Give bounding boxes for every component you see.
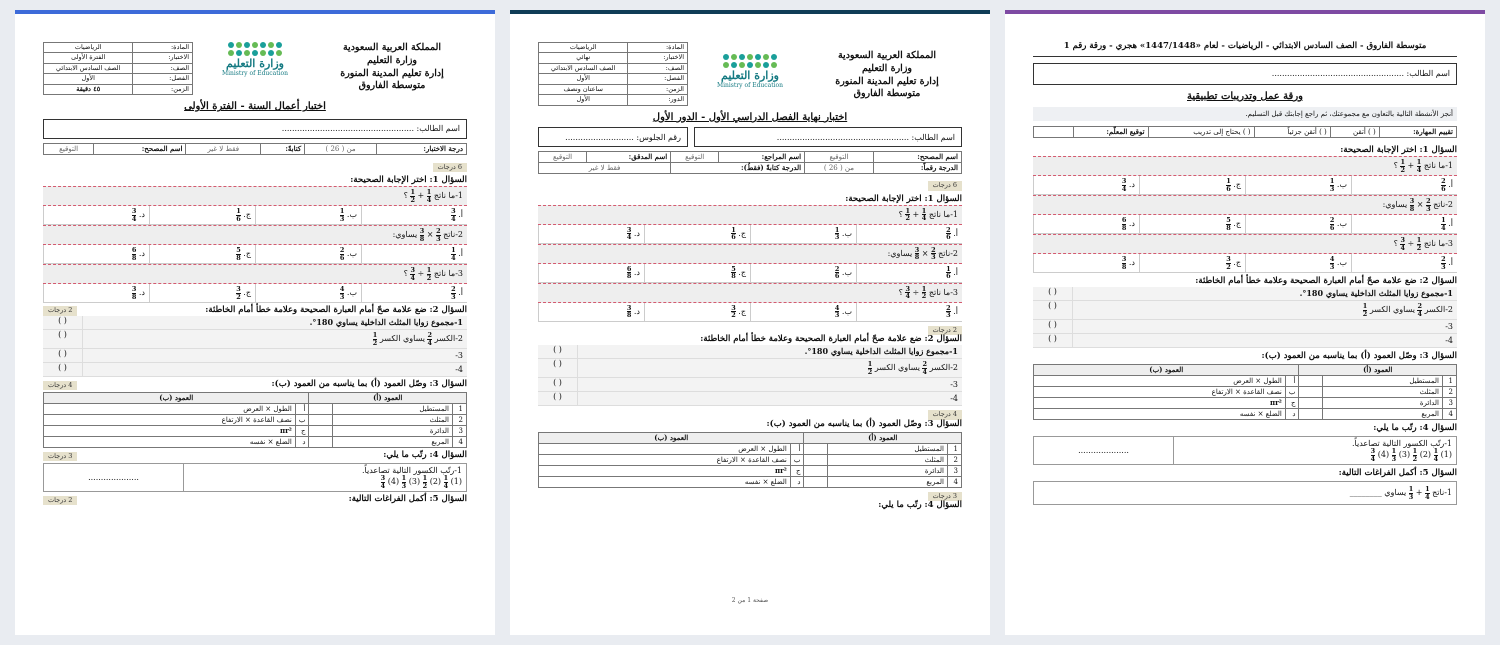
option-d[interactable]: د. $\frac{6}{8}$ <box>1033 215 1139 233</box>
worksheet-title: ورقة عمل وتدريبات تطبيقية <box>1187 90 1303 102</box>
answer-box[interactable]: ( ) <box>43 316 83 329</box>
tf-row: 1-مجموع زوايا المثلث الداخلية يساوي 180°. ( ) <box>1033 287 1457 301</box>
order-answer[interactable]: .................... <box>1034 437 1174 464</box>
question-heading: السؤال 2: ضع علامة صحّ أمام العبارة الصحيحة وعلامة خطأ أمام الخاطئة: <box>205 305 467 316</box>
page-accent-bar <box>15 10 495 14</box>
logo-dots-icon <box>195 42 315 56</box>
option-a[interactable]: أ. $\frac{1}{4}$ <box>361 245 467 263</box>
skill-eval-table: تقييم المهارة: ( ) أتقن ( ) أتقن جزئياً ( ) يحتاج إلى تدريب توقيع المعلّم: <box>1033 126 1457 138</box>
option-b[interactable]: ب. $\frac{2}{6}$ <box>750 264 856 282</box>
instructions: أنجز الأنشطة التالية بالتعاون مع مجموعتك، ثم راجع إجابتك قبل التسليم. <box>1033 107 1457 121</box>
mcq-question: 3-ما ناتج $\frac{1}{2}$ ÷ $\frac{3}{4}$ ؟ <box>1033 234 1457 254</box>
worksheet-page <box>1005 10 1485 635</box>
question-heading: السؤال 4: رتّب ما يلي: <box>878 500 962 511</box>
option-d[interactable]: د. $\frac{3}{4}$ <box>1033 176 1139 194</box>
seat-number-field[interactable]: رقم الجلوس: ........................... <box>538 127 688 147</box>
order-answer[interactable]: .................... <box>44 464 184 491</box>
eval-option[interactable]: ( ) أتقن جزئياً <box>1254 127 1330 138</box>
answer-box[interactable]: ( ) <box>538 345 578 358</box>
question-heading: السؤال 3: وصّل العمود (أ) بما يناسبه من العمود (ب): <box>1261 351 1457 362</box>
header-line: المملكة العربية السعودية <box>342 42 442 53</box>
option-c[interactable]: ج. $\frac{5}{8}$ <box>644 264 750 282</box>
option-d[interactable]: د. $\frac{3}{8}$ <box>1033 254 1139 272</box>
mcq-options <box>1033 176 1457 195</box>
option-c[interactable]: ج. $\frac{3}{2}$ <box>644 303 750 321</box>
answer-box[interactable]: ( ) <box>1033 301 1073 319</box>
exam-page-1 <box>15 10 495 635</box>
marks-badge: 6 درجات <box>928 181 962 190</box>
tf-row: 1-مجموع زوايا المثلث الداخلية يساوي 180°. ( ) <box>43 316 467 330</box>
mcq-question: 1-ما ناتج $\frac{1}{4}$ + $\frac{1}{2}$ ؟ <box>538 205 962 225</box>
tf-row: 1-مجموع زوايا المثلث الداخلية يساوي 180°. ( ) <box>538 345 962 359</box>
question-heading: السؤال 4: رتّب ما يلي: <box>383 450 467 461</box>
option-c[interactable]: ج. $\frac{1}{6}$ <box>644 225 750 243</box>
matching-table: العمود (أ) العمود (ب) 1 المستطيل أ الطول × العرض 2 المثلث ب نصف القاعدة × الارتفاع 3 الدائرة ج πr² 4 المربع د الضلع × نفسه <box>1033 364 1457 420</box>
answer-box[interactable]: ( ) <box>1033 287 1073 300</box>
option-a[interactable]: أ. $\frac{1}{4}$ <box>1351 215 1457 233</box>
option-d[interactable]: د. $\frac{3}{8}$ <box>43 284 149 302</box>
mcq-question: 1-ما ناتج $\frac{1}{4}$ + $\frac{1}{2}$ ؟ <box>43 186 467 206</box>
question-heading: السؤال 4: رتّب ما يلي: <box>1373 423 1457 434</box>
student-name-field[interactable]: اسم الطالب: .................................................... <box>43 119 467 139</box>
option-d[interactable]: د. $\frac{3}{4}$ <box>538 225 644 243</box>
tf-row: 4- ( ) <box>1033 334 1457 348</box>
marks-badge: 4 درجات <box>928 410 962 419</box>
marks-badge: 3 درجات <box>928 492 962 501</box>
option-c[interactable]: ج. $\frac{1}{6}$ <box>149 206 255 224</box>
student-name-field[interactable]: اسم الطالب: .................................................... <box>694 127 962 147</box>
option-b[interactable]: ب. $\frac{1}{3}$ <box>255 206 361 224</box>
option-a[interactable]: أ. $\frac{2}{3}$ <box>1351 254 1457 272</box>
question-heading: السؤال 5: أكمل الفراغات التالية: <box>348 494 467 505</box>
worksheet-header: متوسطة الفاروق - الصف السادس الابتدائي - الرياضيات - لعام «1447/1448» هجري - ورقة رقم 1 <box>1033 42 1457 57</box>
mcq-question: 2-ناتج $\frac{2}{3}$ × $\frac{3}{8}$ يساوي: <box>43 225 467 245</box>
tf-row: 4- ( ) <box>43 363 467 377</box>
marks-badge: 2 درجات <box>928 326 962 335</box>
page-number: صفحة 1 من 2 <box>731 597 769 605</box>
grade-table: درجة الاختبار: من ( 26 ) كتابةً: فقط لا غير اسم المصحح: التوقيع <box>43 143 467 155</box>
option-b[interactable]: ب. $\frac{1}{3}$ <box>750 225 856 243</box>
option-c[interactable]: ج. $\frac{3}{2}$ <box>149 284 255 302</box>
answer-box[interactable]: ( ) <box>1033 320 1073 333</box>
school-header: المملكة العربية السعودية وزارة التعليم إدارة تعليم المدينة المنورة متوسطة الفاروق <box>835 50 939 100</box>
option-c[interactable]: ج. $\frac{1}{6}$ <box>1139 176 1245 194</box>
fill-blank-row[interactable]: 1-ناتج $\frac{1}{4}$ + $\frac{1}{3}$ يساوي ________ <box>1033 481 1457 505</box>
eval-option[interactable]: ( ) يحتاج إلى تدريب <box>1148 127 1254 138</box>
exam-title: اختبار نهاية الفصل الدراسي الأول - الدور الأول <box>652 111 848 123</box>
logo-arabic: وزارة التعليم <box>226 57 284 70</box>
order-box: 1-رتّب الكسور التالية تصاعدياً. (1) $\frac{1}{4}$ (2) $\frac{1}{2}$ (3) $\frac{1}{3}$ (4) $\frac{3}{4}$ .................... <box>1033 436 1457 465</box>
question-heading: السؤال 1: اختر الإجابة الصحيحة: <box>845 193 962 204</box>
exam-info-table: المادة: الرياضيات الاختبار: نهائي الصف: الصف السادس الابتدائي الفصل: الأول الزمن: ساعتان ونصف الدور: الأول <box>538 42 688 106</box>
option-b[interactable]: ب. $\frac{2}{6}$ <box>255 245 361 263</box>
question-heading: السؤال 2: ضع علامة صحّ أمام العبارة الصحيحة وعلامة خطأ أمام الخاطئة: <box>700 334 962 345</box>
student-name-field[interactable]: اسم الطالب: .................................................... <box>1033 63 1457 85</box>
mcq-options <box>43 206 467 225</box>
page-accent-bar <box>1005 10 1485 14</box>
option-c[interactable]: ج. $\frac{3}{2}$ <box>1139 254 1245 272</box>
option-a[interactable]: أ. $\frac{2}{3}$ <box>361 284 467 302</box>
order-box: 1-رتّب الكسور التالية تصاعدياً. (1) $\frac{1}{4}$ (2) $\frac{1}{2}$ (3) $\frac{1}{3}$ (4) $\frac{3}{4}$ .................... <box>43 463 467 492</box>
option-c[interactable]: ج. $\frac{5}{8}$ <box>149 245 255 263</box>
answer-box[interactable]: ( ) <box>43 349 83 362</box>
mcq-options <box>1033 215 1457 234</box>
question-heading: السؤال 1: اختر الإجابة الصحيحة: <box>1340 145 1457 156</box>
grade-table: اسم المصحح: التوقيع اسم المراجع: التوقيع اسم المدقق: التوقيع الدرجة رقماً: من ( 26 ) الدرجة كتابةً (فقطُ): فقط لا غير <box>538 151 962 174</box>
option-a[interactable]: أ. $\frac{1}{6}$ <box>856 264 962 282</box>
tf-row: 2-الكسر $\frac{2}{4}$ يساوي الكسر $\frac{1}{2}$ ( ) <box>538 359 962 378</box>
option-d[interactable]: د. $\frac{6}{8}$ <box>538 264 644 282</box>
answer-box[interactable]: ( ) <box>538 378 578 391</box>
option-d[interactable]: د. $\frac{6}{8}$ <box>43 245 149 263</box>
option-a[interactable]: أ. $\frac{2}{6}$ <box>1351 176 1457 194</box>
option-a[interactable]: أ. $\frac{2}{6}$ <box>856 225 962 243</box>
mcq-question: 2-ناتج $\frac{2}{3}$ × $\frac{3}{8}$ يساوي: <box>538 244 962 264</box>
question-heading: السؤال 2: ضع علامة صحّ أمام العبارة الصحيحة وعلامة خطأ أمام الخاطئة: <box>1195 276 1457 287</box>
option-b[interactable]: ب. $\frac{4}{3}$ <box>750 303 856 321</box>
marks-badge: 3 درجات <box>43 452 77 461</box>
mcq-question: 2-ناتج $\frac{2}{3}$ × $\frac{3}{8}$ يساوي: <box>1033 195 1457 215</box>
header-line: متوسطة الفاروق <box>358 80 426 92</box>
question-heading: السؤال 3: وصّل العمود (أ) بما يناسبه من العمود (ب): <box>271 379 467 390</box>
ministry-logo <box>195 42 315 78</box>
exam-page-2 <box>510 10 990 635</box>
exam-title: اختبار أعمال السنة - الفترة الأولى <box>184 101 326 113</box>
marks-badge: 2 درجات <box>43 496 77 505</box>
header-line: إدارة تعليم المدينة المنورة <box>340 67 444 79</box>
marks-badge: 4 درجات <box>43 381 77 390</box>
answer-box[interactable]: ( ) <box>43 363 83 376</box>
mcq-options <box>538 303 962 322</box>
answer-box[interactable]: ( ) <box>1033 334 1073 347</box>
option-b[interactable]: ب. $\frac{4}{3}$ <box>1245 254 1351 272</box>
logo-dots-icon <box>690 54 810 68</box>
mcq-options <box>538 264 962 283</box>
exam-info-table: المادة: الرياضيات الاختبار: الفترة الأولى الصف: الصف السادس الابتدائي الفصل: الأول الزمن: ٤٥ دقيقة <box>43 42 193 95</box>
option-d[interactable]: د. $\frac{3}{8}$ <box>538 303 644 321</box>
page-accent-bar <box>510 10 990 14</box>
mcq-question: 3-ما ناتج $\frac{1}{2}$ ÷ $\frac{3}{4}$ ؟ <box>43 264 467 284</box>
question-heading: السؤال 3: وصّل العمود (أ) بما يناسبه من العمود (ب): <box>766 418 962 429</box>
answer-box[interactable]: ( ) <box>538 359 578 377</box>
ministry-logo: وزارة التعليم Ministry of Education <box>690 54 810 90</box>
mcq-question: 3-ما ناتج $\frac{1}{2}$ ÷ $\frac{3}{4}$ ؟ <box>538 283 962 303</box>
tf-row: 2-الكسر $\frac{2}{4}$ يساوي الكسر $\frac{1}{2}$ ( ) <box>1033 301 1457 320</box>
option-b[interactable]: ب. $\frac{1}{3}$ <box>1245 176 1351 194</box>
option-b[interactable]: ب. $\frac{2}{6}$ <box>1245 215 1351 233</box>
option-b[interactable]: ب. $\frac{4}{3}$ <box>255 284 361 302</box>
question-heading: السؤال 1: اختر الإجابة الصحيحة: <box>350 175 467 186</box>
tf-row: 4- ( ) <box>538 392 962 406</box>
answer-box[interactable]: ( ) <box>43 330 83 348</box>
marks-badge: 2 درجات <box>43 306 77 315</box>
tf-row: 3- ( ) <box>538 378 962 392</box>
answer-box[interactable]: ( ) <box>538 392 578 405</box>
logo-english: Ministry of Education <box>221 69 289 77</box>
tf-row: 3- ( ) <box>43 349 467 363</box>
mcq-options <box>538 225 962 244</box>
option-a[interactable]: أ. $\frac{3}{4}$ <box>361 206 467 224</box>
mcq-question: 1-ما ناتج $\frac{1}{4}$ + $\frac{1}{2}$ ؟ <box>1033 156 1457 176</box>
mcq-options <box>43 245 467 264</box>
option-c[interactable]: ج. $\frac{5}{8}$ <box>1139 215 1245 233</box>
option-d[interactable]: د. $\frac{3}{4}$ <box>43 206 149 224</box>
mcq-options <box>43 284 467 303</box>
question-heading: السؤال 5: أكمل الفراغات التالية: <box>1338 468 1457 479</box>
marks-badge: 6 درجات <box>433 163 467 172</box>
eval-option[interactable]: ( ) أتقن <box>1330 127 1379 138</box>
school-header <box>317 42 467 93</box>
mcq-options <box>1033 254 1457 273</box>
matching-table: العمود (أ) العمود (ب) 1 المستطيل أ الطول × العرض 2 المثلث ب نصف القاعدة × الارتفاع 3 الدائرة ج πr² 4 المربع د الضلع × نفسه <box>538 432 962 488</box>
header-line: وزارة التعليم <box>366 54 417 66</box>
tf-row: 2-الكسر $\frac{2}{4}$ يساوي الكسر $\frac{1}{2}$ ( ) <box>43 330 467 349</box>
option-a[interactable]: أ. $\frac{2}{3}$ <box>856 303 962 321</box>
matching-table: العمود (أ) العمود (ب) 1 المستطيل أ الطول × العرض 2 المثلث ب نصف القاعدة × الارتفاع 3 الدائرة ج πr² 4 المربع د الضلع × نفسه <box>43 392 467 448</box>
tf-row: 3- ( ) <box>1033 320 1457 334</box>
